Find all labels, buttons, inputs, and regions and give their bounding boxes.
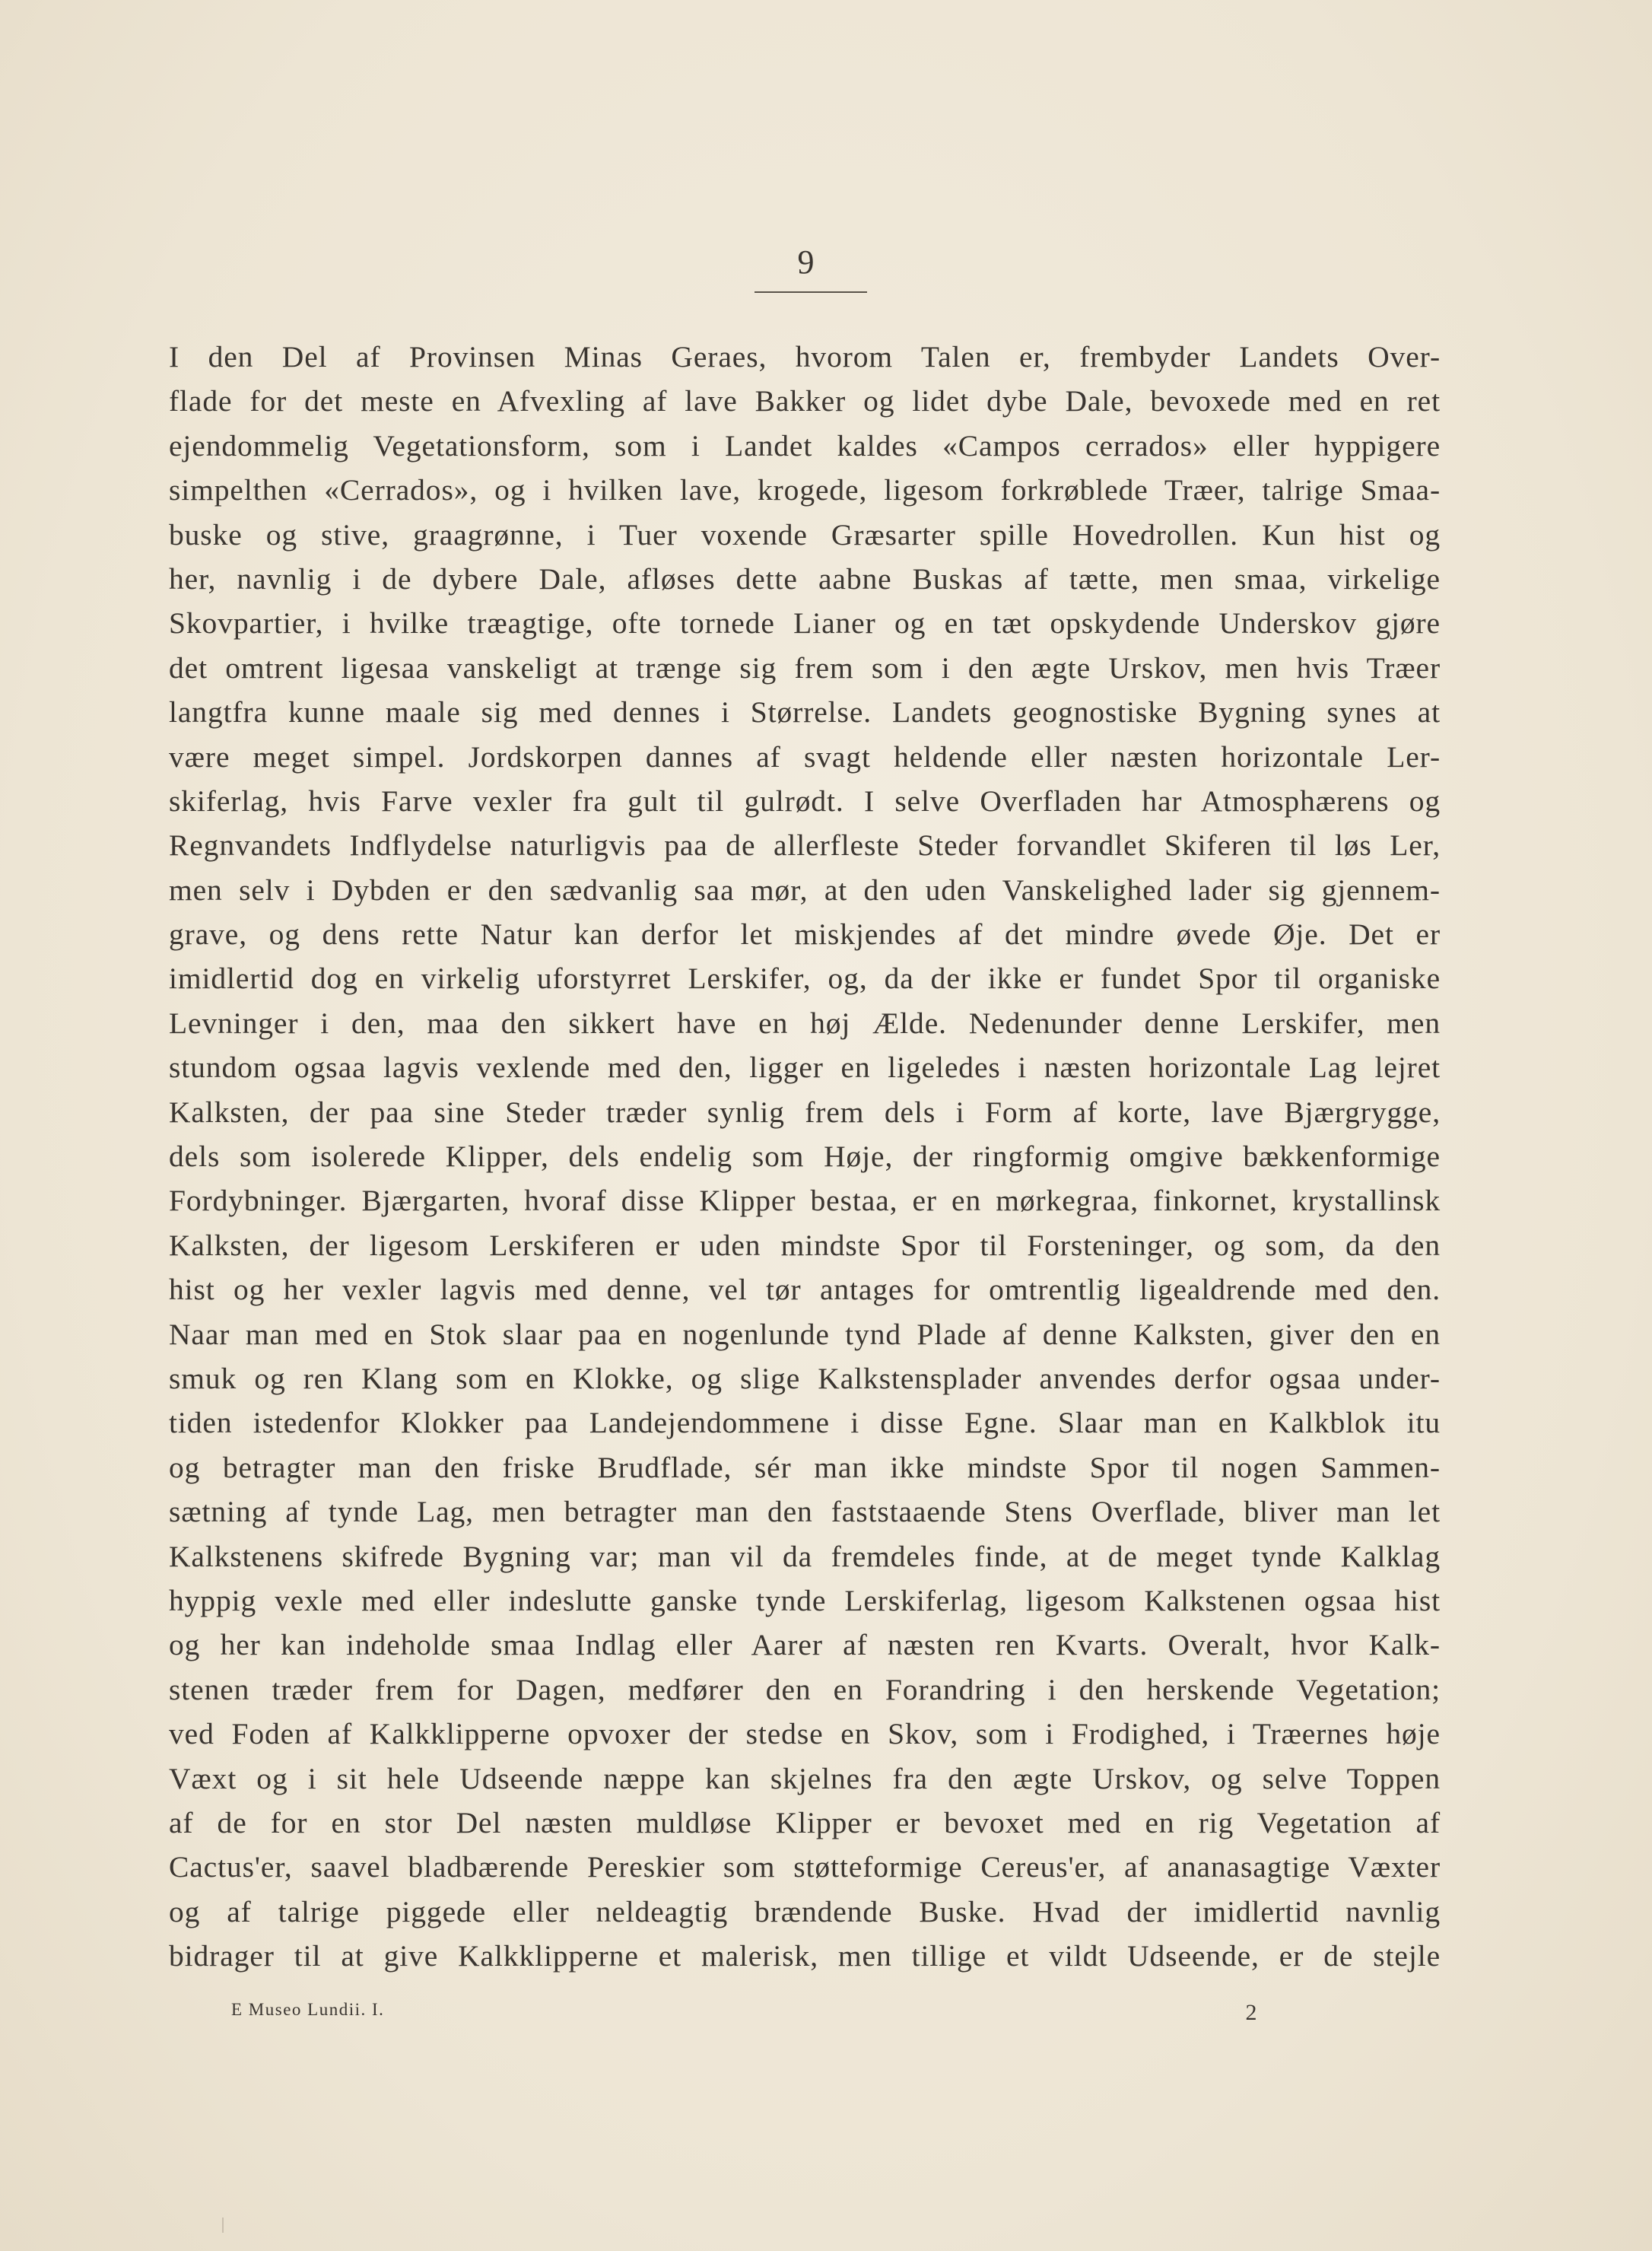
text-line: Kalkstenens skifrede Bygning var; man vil da fremdeles finde, at de meget tynde Kalklag <box>169 1539 1441 1573</box>
text-line: Regnvandets Indflydelse naturligvis paa de allerfleste Steder forvandlet Skiferen til løs Ler, <box>169 828 1441 863</box>
text-line: det omtrent ligesaa vanskeligt at trænge sig frem som i den ægte Urskov, men hvis Træer <box>169 650 1441 685</box>
text-line: Fordybninger. Bjærgarten, hvoraf disse Klipper bestaa, er en mørkegraa, finkornet, krystallinsk <box>169 1184 1441 1218</box>
text-line: ejendommelig Vegetationsform, som i Landet kaldes «Campos cerrados» eller hyppigere <box>169 428 1441 463</box>
text-line: skiferlag, hvis Farve vexler fra gult til gulrødt. I selve Overfladen har Atmosphærens og <box>169 784 1441 818</box>
text-line: ved Foden af Kalkklipperne opvoxer der stedse en Skov, som i Frodighed, i Træernes høje <box>169 1717 1441 1751</box>
text-line: I den Del af Provinsen Minas Geraes, hvorom Talen er, frembyder Landets Over- <box>169 340 1441 374</box>
text-line: Kalksten, der ligesom Lerskiferen er uden mindste Spor til Forsteninger, og som, da den <box>169 1228 1441 1262</box>
page-number: 9 <box>797 243 815 281</box>
text-line: Væxt og i sit hele Udseende næppe kan skjelnes fra den ægte Urskov, og selve Toppen <box>169 1761 1441 1795</box>
text-line: langtfra kunne maale sig med dennes i Størrelse. Landets geognostiske Bygning synes at <box>169 695 1441 730</box>
footer-sheet-mark: 2 <box>1245 2000 1258 2025</box>
page-footer <box>231 1995 1258 2025</box>
text-line: sætning af tynde Lag, men betragter man den faststaaende Stens Overflade, bliver man let <box>169 1495 1441 1529</box>
text-line: og af talrige piggede eller neldeagtig brændende Buske. Hvad der imidlertid navnlig <box>169 1894 1441 1928</box>
text-line: smuk og ren Klang som en Klokke, og slige Kalkstensplader anvendes derfor ogsaa under- <box>169 1361 1441 1395</box>
body-text <box>169 335 1441 1978</box>
text-line: imidlertid dog en virkelig uforstyrret Lerskifer, og, da der ikke er fundet Spor til organiske <box>169 962 1441 996</box>
text-line: bidrager til at give Kalkklipperne et malerisk, men tillige et vildt Udseende, er de stejle <box>169 1939 1441 1973</box>
paper-speck <box>222 2218 224 2233</box>
text-line: flade for det meste en Afvexling af lave Bakker og lidet dybe Dale, bevoxede med en ret <box>169 384 1441 418</box>
text-line: af de for en stor Del næsten muldløse Klipper er bevoxet med en rig Vegetation af <box>169 1805 1441 1839</box>
text-line: dels som isolerede Klipper, dels endelig som Høje, der ringformig omgive bækkenformige <box>169 1140 1441 1174</box>
text-line: tiden istedenfor Klokker paa Landejendommene i disse Egne. Slaar man en Kalkblok itu <box>169 1406 1441 1440</box>
text-line: grave, og dens rette Natur kan derfor let miskjendes af det mindre øvede Øje. Det er <box>169 917 1441 952</box>
text-line: men selv i Dybden er den sædvanlig saa mør, at den uden Vanskelighed lader sig gjennem- <box>169 873 1441 907</box>
text-line: her, navnlig i de dybere Dale, afløses dette aabne Buskas af tætte, men smaa, virkelige <box>169 561 1441 596</box>
text-line: være meget simpel. Jordskorpen dannes af svagt heldende eller næsten horizontale Ler- <box>169 739 1441 774</box>
text-line: stenen træder frem for Dagen, medfører den en Forandring i den herskende Vegetation; <box>169 1672 1441 1706</box>
text-line: stundom ogsaa lagvis vexlende med den, ligger en ligeledes i næsten horizontale Lag lejret <box>169 1051 1441 1085</box>
text-line: Levninger i den, maa den sikkert have en høj Ælde. Nedenunder denne Lerskifer, men <box>169 1006 1441 1040</box>
footer-signature: E Museo Lundii. I. <box>231 2000 385 2019</box>
text-line: Naar man med en Stok slaar paa en nogenlunde tynd Plade af denne Kalksten, giver den en <box>169 1317 1441 1351</box>
text-line: buske og stive, graagrønne, i Tuer voxende Græsarter spille Hovedrollen. Kun hist og <box>169 517 1441 552</box>
text-line: og her kan indeholde smaa Indlag eller Aarer af næsten ren Kvarts. Overalt, hvor Kalk- <box>169 1628 1441 1662</box>
text-line: hist og her vexler lagvis med denne, vel tør antages for omtrentlig ligealdrende med den. <box>169 1273 1441 1307</box>
text-line: simpelthen «Cerrados», og i hvilken lave, krogede, ligesom forkrøblede Træer, talrige Smaa- <box>169 473 1441 507</box>
text-line: hyppig vexle med eller indeslutte ganske tynde Lerskiferlag, ligesom Kalkstenen ogsaa hist <box>169 1583 1441 1617</box>
text-line: og betragter man den friske Brudflade, sér man ikke mindste Spor til nogen Sammen- <box>169 1450 1441 1484</box>
text-line: Kalksten, der paa sine Steder træder synlig frem dels i Form af korte, lave Bjærgrygge, <box>169 1095 1441 1129</box>
text-line: Skovpartier, i hvilke træagtige, ofte tornede Lianer og en tæt opskydende Underskov gjøre <box>169 606 1441 641</box>
page-number-rule <box>755 291 867 293</box>
text-line: Cactus'er, saavel bladbærende Pereskier som støtteformige Cereus'er, af ananasagtige Væxter <box>169 1850 1441 1884</box>
